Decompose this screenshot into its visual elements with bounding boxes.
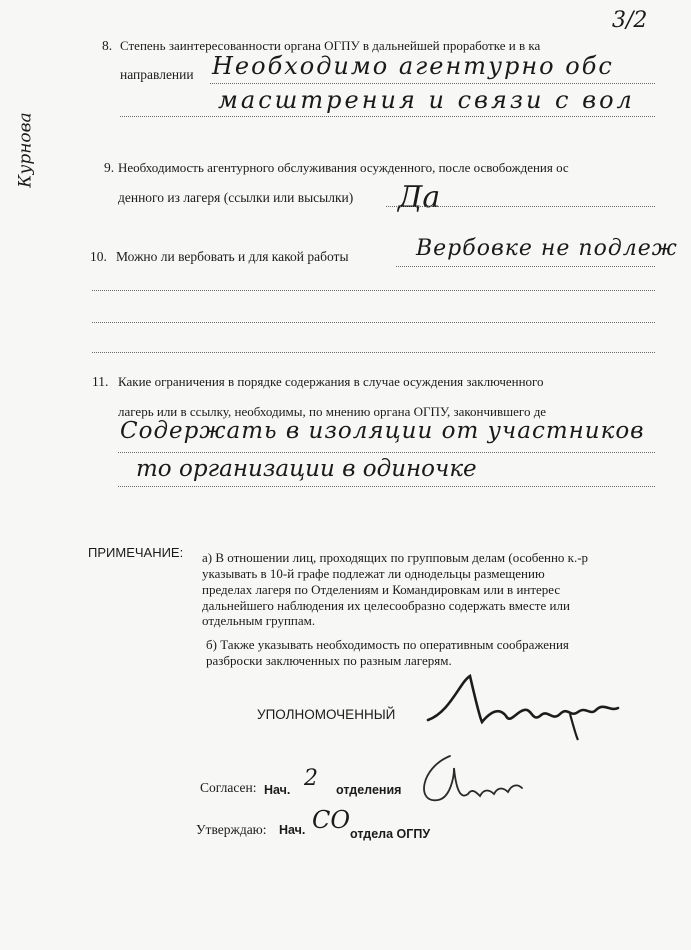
agreed-head-label: Нач. [264,783,291,797]
note-label: ПРИМЕЧАНИЕ: [88,545,184,560]
item8-handwriting-2: масштрения и связи с вол [218,86,635,114]
item8-dotted-line-2 [120,116,655,117]
item10-dotted-line-3 [92,322,655,323]
note-a-line4: дальнейшего наблюдения их целесообразно содержать вместе или [202,598,570,613]
item8-handwriting-1: Необходимо агентурно обс [212,52,614,80]
note-a-line1: а) В отношении лиц, проходящих по групповым делам (особенно к.-р [202,550,589,565]
approved-head-label: Нач. [279,823,306,837]
item11-number: 11. [92,374,109,389]
item11-handwriting-2: то организации в одиночке [136,456,477,482]
authorized-label: УПОЛНОМОЧЕННЫЙ [257,707,396,722]
item10-dotted-line-4 [92,352,655,353]
agreed-signature [410,748,530,818]
item11-handwriting-1: Содержать в изоляции от участников [120,418,645,444]
agreed-label: Согласен: [200,780,257,795]
agreed-department-label: отделения [336,783,402,797]
authorized-signature [420,672,630,742]
note-b-line1: б) Также указывать необходимость по оперативным соображения [206,637,569,652]
item9-line1: Необходимость агентурного обслуживания осужденного, после освобождения ос [118,160,569,175]
approved-department-number: СО [312,806,351,834]
item9-handwriting: Да [398,180,441,215]
approved-department-label: отдела ОГПУ [350,827,431,841]
item11-line1: Какие ограничения в порядке содержания в случае осуждения заключенного [118,374,544,389]
item9-line2: денного из лагеря (ссылки или высылки) [118,190,354,205]
margin-note: Курнова [15,112,36,188]
item10-dotted-line-2 [92,290,655,291]
page-number: 3/2 [612,8,648,33]
agreed-department-number: 2 [304,766,318,791]
item9-dotted-line [386,206,655,207]
item10-line1: Можно ли вербовать и для какой работы [116,249,349,264]
note-a-line5: отдельным группам. [202,613,316,628]
item8-line2: направлении [120,67,194,82]
item11-dotted-line-2 [118,486,655,487]
item11-line2: лагерь или в ссылку, необходимы, по мнению органа ОГПУ, закончившего де [118,404,547,419]
approved-label: Утверждаю: [196,822,267,837]
item10-number: 10. [90,249,107,264]
item11-dotted-line-1 [118,452,655,453]
note-a-line2: указывать в 10-й графе подлежат ли однодельцы размещению [202,566,545,581]
item10-dotted-line-1 [396,266,655,267]
item10-handwriting: Вербовке не подлеж [416,236,678,261]
item8-dotted-line-1 [210,83,655,84]
item8-line1: Степень заинтересованности органа ОГПУ в дальнейшей проработке и в ка [120,38,541,53]
note-b-line2: разброски заключенных по разным лагерям. [206,653,452,668]
item9-number: 9. [104,160,115,175]
item8-number: 8. [102,38,113,53]
note-a-line3: пределах лагеря по Отделениям и Командировкам или в интерес [202,582,561,597]
